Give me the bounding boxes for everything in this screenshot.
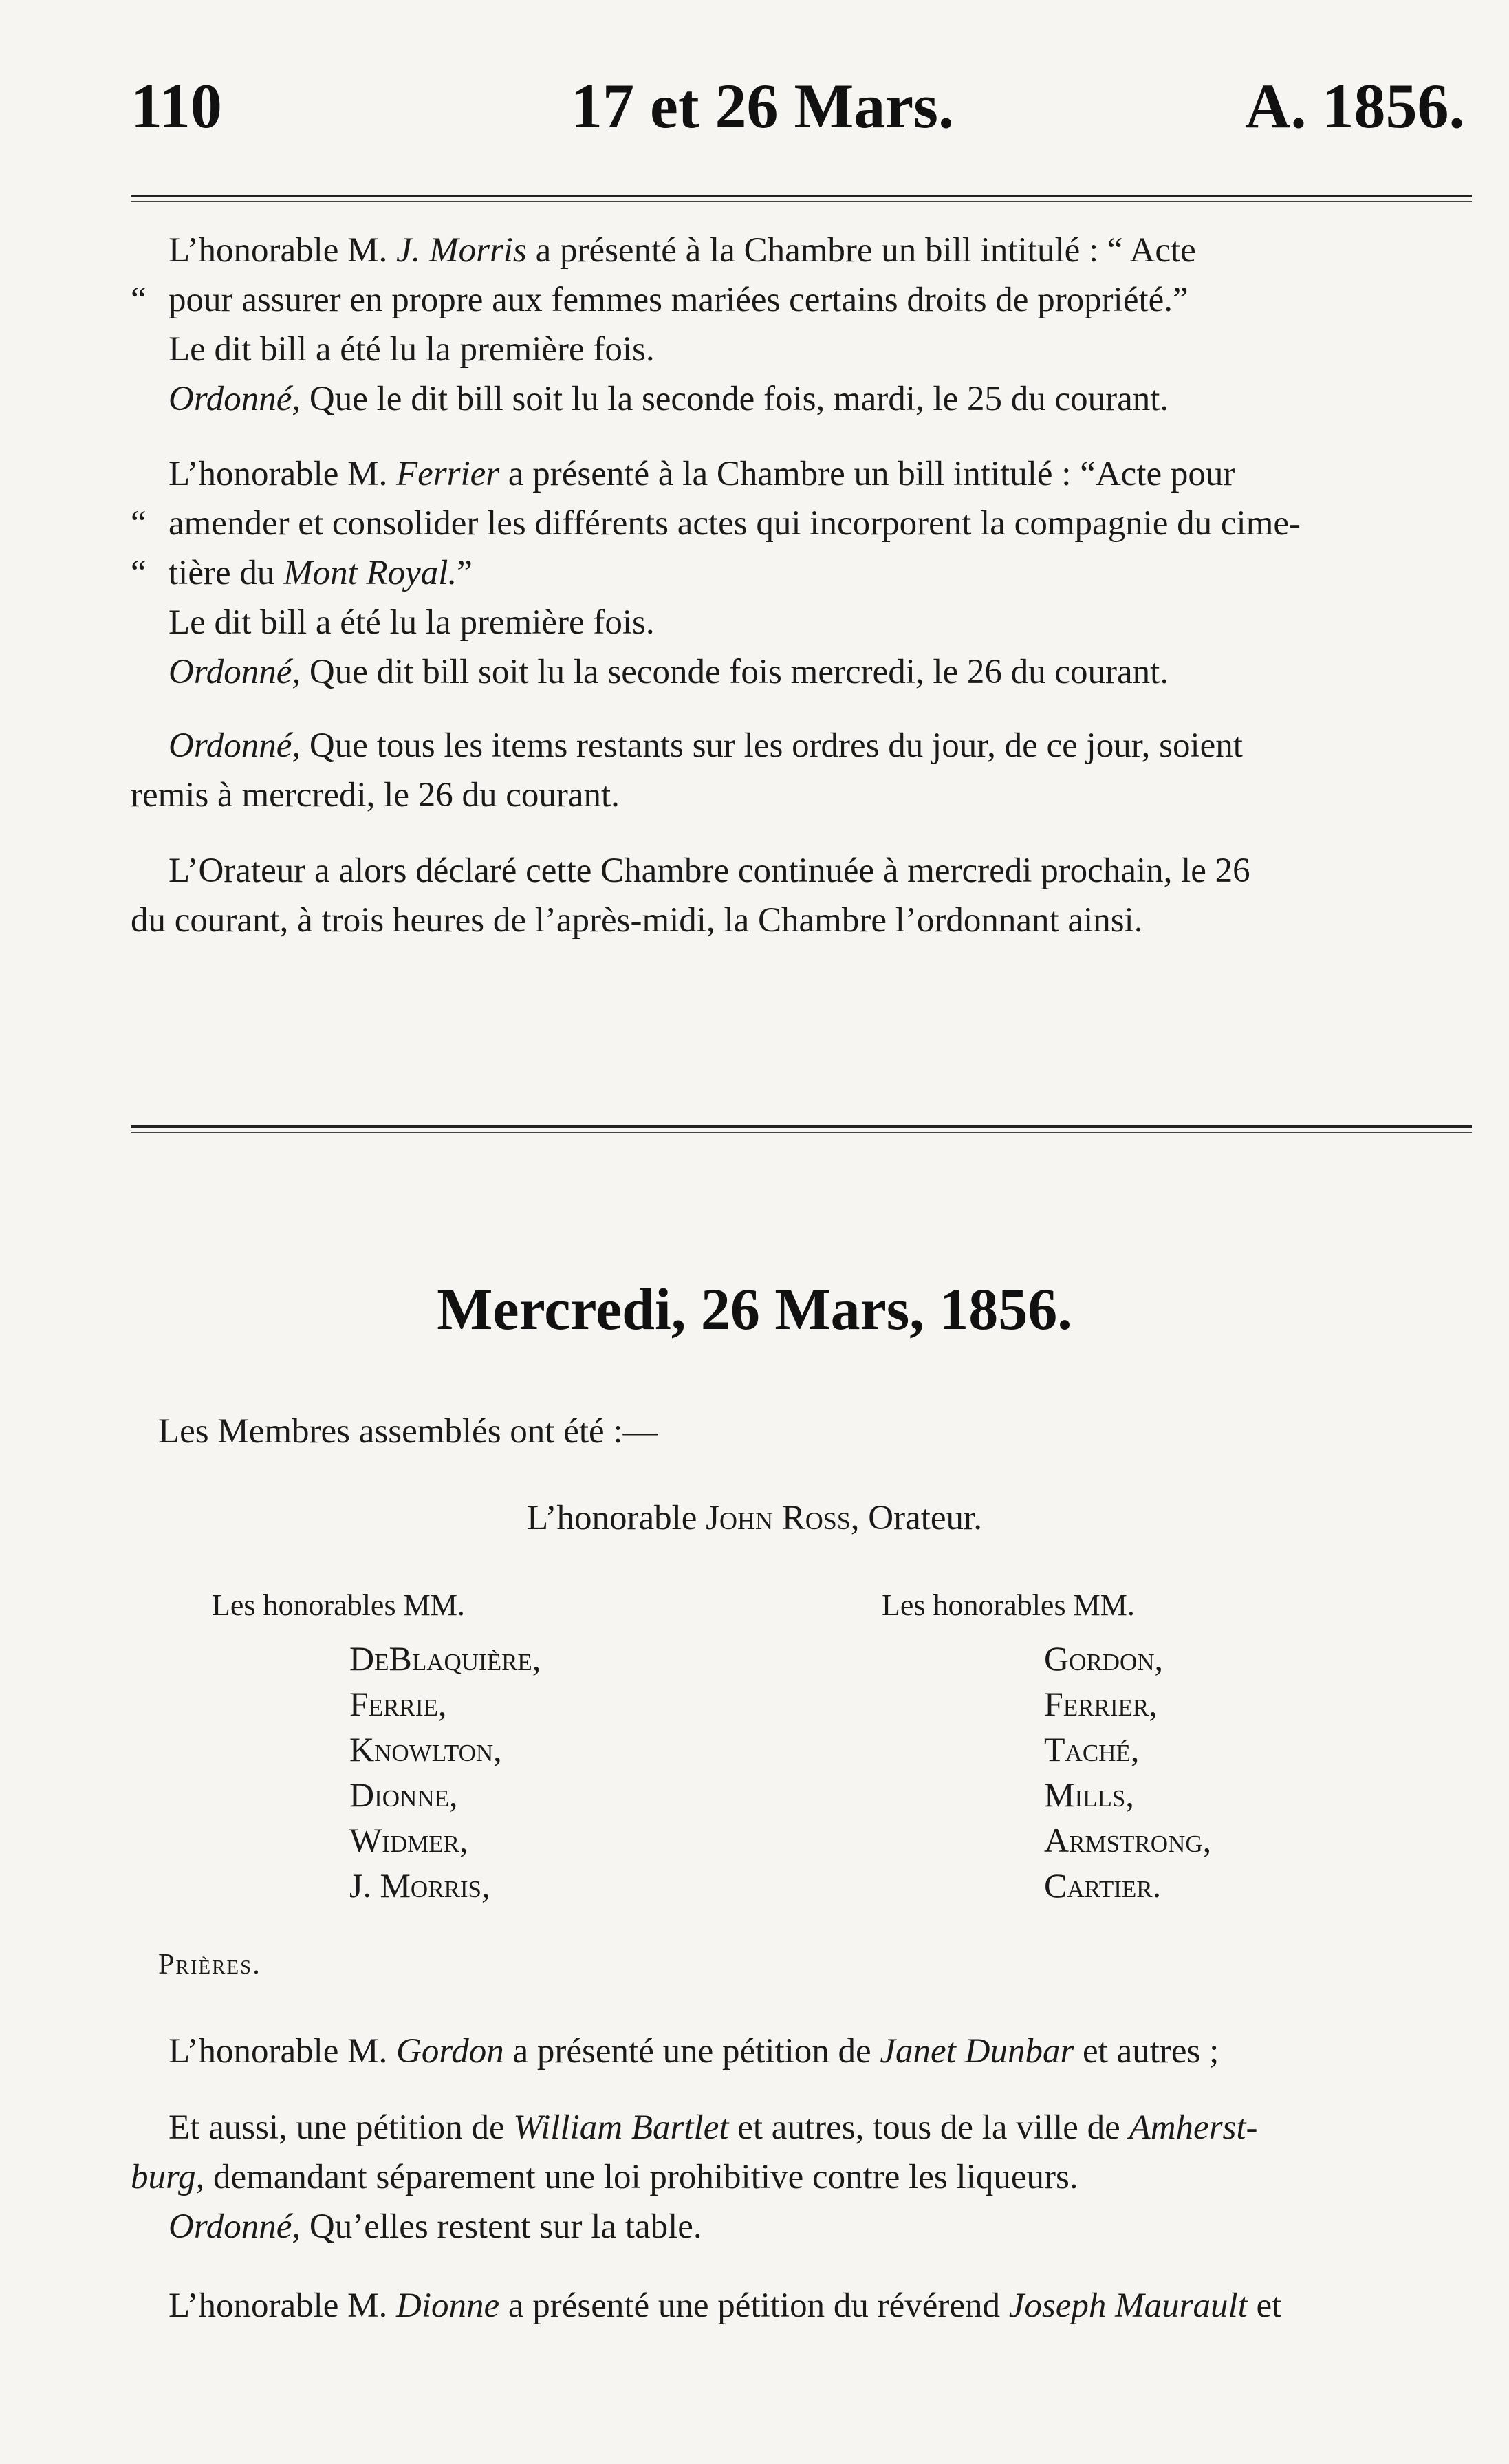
text-line: du courant, à trois heures de l’après-midi, la Chambre l’ordonnant ainsi. xyxy=(131,901,1143,940)
paragraph-gordon-petition xyxy=(131,2027,1472,2076)
text-line: Le dit bill a été lu la première fois. xyxy=(169,603,655,642)
text-line: Ordonné, Que dit bill soit lu la seconde fois mercredi, le 26 du courant. xyxy=(169,653,1169,691)
section-title: Mercredi, 26 Mars, 1856. xyxy=(437,1276,1072,1342)
speaker-line: L’honorable John Ross, Orateur. xyxy=(527,1499,982,1537)
member-name: Taché, xyxy=(1044,1730,1140,1769)
paragraph-ferrier-bill xyxy=(131,449,1472,697)
members-list-left xyxy=(349,1636,541,1908)
page-number: 110 xyxy=(131,71,222,141)
member-name: J. Morris xyxy=(395,231,527,270)
text-line: Ordonné, Qu’elles restent sur la table. xyxy=(169,2207,702,2246)
text-line: Ordonné, Que le dit bill soit lu la seconde fois, mardi, le 25 du courant. xyxy=(169,380,1169,418)
member-name: Widmer, xyxy=(349,1821,468,1859)
member-name: Ferrier, xyxy=(1044,1685,1158,1723)
member-name: Knowlton, xyxy=(349,1730,502,1769)
text-line: L’honorable M. Dionne a présenté une pétition du révérend Joseph Maurault et xyxy=(169,2287,1282,2325)
text-line: Et aussi, une pétition de William Bartlet et autres, tous de la ville de Amherst- xyxy=(169,2108,1258,2147)
text-line: “ tière du Mont Royal.” xyxy=(131,554,473,592)
text-line: burg, demandant séparement une loi prohibitive contre les liqueurs. xyxy=(131,2158,1078,2196)
paragraph-dionne-petition xyxy=(131,2281,1472,2331)
header-rule xyxy=(131,195,1472,202)
year-label: A. 1856. xyxy=(1245,71,1465,141)
members-label: Les Membres assemblés ont été :— xyxy=(158,1412,658,1451)
running-title: 17 et 26 Mars. xyxy=(571,71,954,141)
prayers-label: Prières. xyxy=(158,1949,261,1980)
members-list-right xyxy=(1044,1636,1211,1908)
text-line: L’Orateur a alors déclaré cette Chambre continuée à mercredi prochain, le 26 xyxy=(169,852,1250,890)
members-column-heading-left: Les honorables MM. xyxy=(212,1588,465,1622)
member-name: Armstrong, xyxy=(1044,1821,1212,1859)
member-name: Dionne, xyxy=(349,1775,458,1814)
member-name: J. Morris, xyxy=(349,1866,490,1905)
member-name: DeBlaquière, xyxy=(349,1639,541,1678)
members-column-heading-right: Les honorables MM. xyxy=(882,1588,1135,1622)
text-line: L’honorable M. J. Morris a présenté à la Chambre un bill intitulé : “ Acte xyxy=(169,231,1196,270)
text-line: remis à mercredi, le 26 du courant. xyxy=(131,776,620,814)
paragraph-bartlet-petition xyxy=(131,2103,1472,2251)
text-line: “ amender et consolider les différents actes qui incorporent la compagnie du cime- xyxy=(131,504,1301,543)
member-name: Ferrie, xyxy=(349,1685,447,1723)
paragraph-orders-deferred xyxy=(131,721,1472,820)
text-line: Le dit bill a été lu la première fois. xyxy=(169,330,655,369)
paragraph-adjournment xyxy=(131,846,1472,945)
text-line: “ pour assurer en propre aux femmes mariées certains droits de propriété.” xyxy=(131,281,1188,319)
speaker-name: John Ross xyxy=(706,1499,851,1537)
member-name: Gordon, xyxy=(1044,1639,1164,1678)
section-rule xyxy=(131,1125,1472,1133)
paragraph-morris-bill xyxy=(131,226,1472,424)
member-name: Mills, xyxy=(1044,1775,1134,1814)
text-line: L’honorable M. Gordon a présenté une pétition de Janet Dunbar et autres ; xyxy=(169,2032,1219,2071)
text-line: L’honorable M. Ferrier a présenté à la Chambre un bill intitulé : “Acte pour xyxy=(169,455,1235,493)
text-line: Ordonné, Que tous les items restants sur les ordres du jour, de ce jour, soient xyxy=(169,726,1243,765)
member-name: Cartier. xyxy=(1044,1866,1162,1905)
member-name: Ferrier xyxy=(395,455,500,493)
